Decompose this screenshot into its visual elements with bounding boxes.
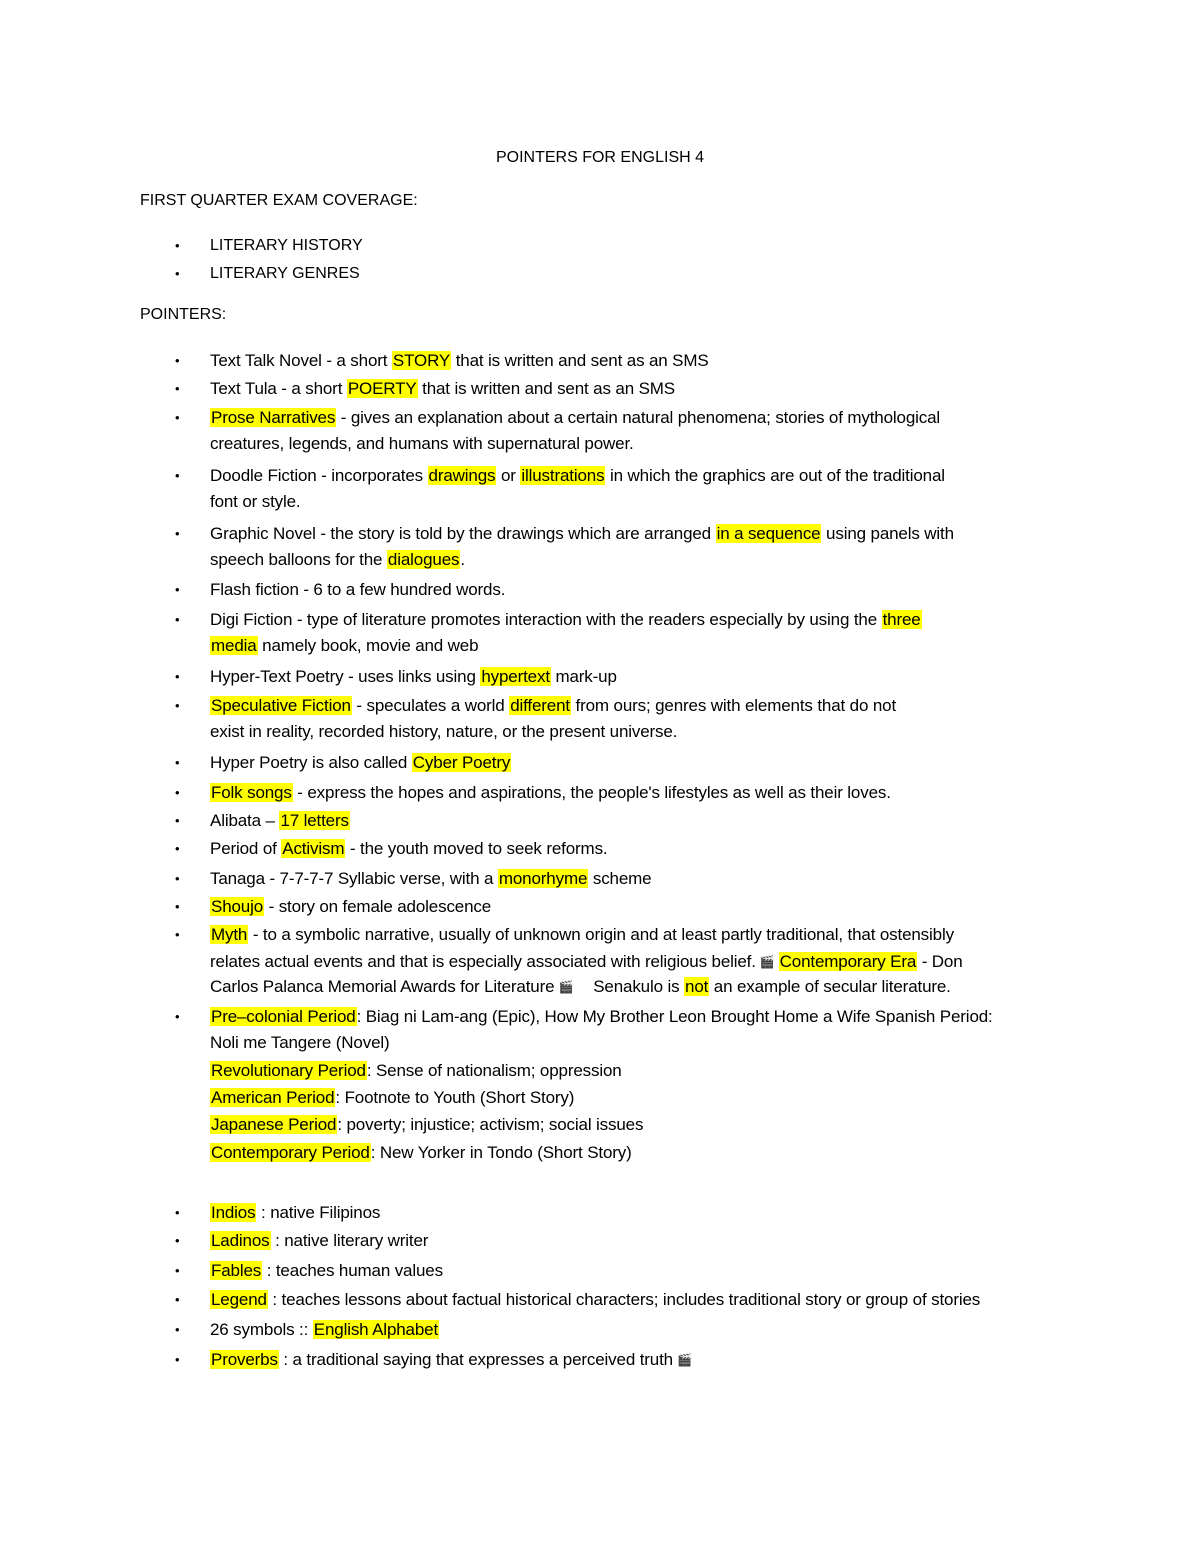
list-item: Shoujo - story on female adolescence bbox=[211, 897, 492, 916]
bullet: • bbox=[175, 1009, 180, 1024]
list-item-continuation: Revolutionary Period: Sense of nationalism; oppression bbox=[211, 1061, 622, 1080]
list-item: Text Tula - a short POERTY that is written and sent as an SMS bbox=[210, 379, 675, 398]
bullet: • bbox=[175, 1322, 180, 1337]
list-item: Flash fiction - 6 to a few hundred words. bbox=[210, 580, 506, 599]
highlight: Myth bbox=[211, 925, 248, 944]
list-item-continuation: relates actual events and that is especially associated with religious belief. 🎬 Contemporary Era - Don bbox=[210, 952, 963, 971]
bullet: • bbox=[175, 927, 180, 942]
coverage-item: LITERARY GENRES bbox=[210, 265, 360, 282]
list-item-continuation: Carlos Palanca Memorial Awards for Literature 🎬 Senakulo is not an example of secular literature. bbox=[210, 977, 951, 996]
coverage-heading: FIRST QUARTER EXAM COVERAGE: bbox=[140, 192, 418, 209]
highlight: illustrations bbox=[521, 466, 605, 485]
highlight: Cyber Poetry bbox=[412, 753, 511, 772]
bullet: • bbox=[175, 669, 180, 684]
bullet: • bbox=[175, 468, 180, 483]
bullet: • bbox=[175, 1263, 180, 1278]
bullet: • bbox=[175, 698, 180, 713]
list-item: Proverbs : a traditional saying that expresses a perceived truth 🎬 bbox=[211, 1350, 692, 1369]
list-item: Text Talk Novel - a short STORY that is written and sent as an SMS bbox=[210, 351, 709, 370]
highlight: Contemporary Era bbox=[779, 952, 917, 971]
list-item: Graphic Novel - the story is told by the drawings which are arranged in a sequence using panels with bbox=[210, 524, 954, 543]
document-title: POINTERS FOR ENGLISH 4 bbox=[495, 149, 705, 166]
highlight: 17 letters bbox=[280, 811, 349, 830]
list-item: Ladinos : native literary writer bbox=[211, 1231, 429, 1250]
list-item: Speculative Fiction - speculates a world different from ours; genres with elements that do not bbox=[211, 696, 897, 715]
pointers-heading: POINTERS: bbox=[140, 306, 227, 323]
list-item: Legend : teaches lessons about factual historical characters; includes traditional story or group of stories bbox=[211, 1290, 981, 1309]
list-item: Indios : native Filipinos bbox=[211, 1203, 381, 1222]
bullet: • bbox=[175, 1352, 180, 1367]
highlight: Prose Narratives bbox=[211, 408, 336, 427]
bullet: • bbox=[175, 266, 180, 281]
bullet: • bbox=[175, 238, 180, 253]
clapperboard-icon: 🎬 bbox=[558, 980, 574, 994]
highlight: different bbox=[510, 696, 570, 715]
bullet: • bbox=[175, 410, 180, 425]
list-item: 26 symbols :: English Alphabet bbox=[210, 1320, 439, 1339]
highlight: monorhyme bbox=[498, 869, 588, 888]
bullet: • bbox=[175, 813, 180, 828]
highlight: American Period bbox=[211, 1088, 335, 1107]
list-item: Doodle Fiction - incorporates drawings or illustrations in which the graphics are out of the traditional bbox=[210, 466, 945, 485]
list-item-continuation: creatures, legends, and humans with supernatural power. bbox=[210, 434, 634, 453]
highlight: in a sequence bbox=[716, 524, 821, 543]
list-item: Hyper Poetry is also called Cyber Poetry bbox=[210, 753, 511, 772]
list-item: Period of Activism - the youth moved to seek reforms. bbox=[210, 839, 608, 858]
bullet: • bbox=[175, 353, 180, 368]
bullet: • bbox=[175, 785, 180, 800]
clapperboard-icon: 🎬 bbox=[676, 1353, 692, 1367]
highlight: Revolutionary Period bbox=[211, 1061, 366, 1080]
highlight: Japanese Period bbox=[211, 1115, 337, 1134]
highlight: Proverbs bbox=[211, 1350, 278, 1369]
bullet: • bbox=[175, 899, 180, 914]
bullet: • bbox=[175, 1205, 180, 1220]
highlight: Contemporary Period bbox=[211, 1143, 370, 1162]
bullet: • bbox=[175, 612, 180, 627]
highlight: Ladinos bbox=[211, 1231, 270, 1250]
list-item-continuation: exist in reality, recorded history, nature, or the present universe. bbox=[210, 722, 678, 741]
list-item: Alibata – 17 letters bbox=[210, 811, 349, 830]
highlight: drawings bbox=[428, 466, 496, 485]
list-item-continuation: Japanese Period: poverty; injustice; activism; social issues bbox=[211, 1115, 644, 1134]
list-item: Digi Fiction - type of literature promotes interaction with the readers especially by using the three bbox=[210, 610, 921, 629]
bullet: • bbox=[175, 1292, 180, 1307]
list-item-continuation: Noli me Tangere (Novel) bbox=[210, 1033, 390, 1052]
bullet: • bbox=[175, 841, 180, 856]
highlight: Pre–colonial Period bbox=[211, 1007, 356, 1026]
list-item-continuation: media namely book, movie and web bbox=[211, 636, 479, 655]
bullet: • bbox=[175, 871, 180, 886]
highlight: Speculative Fiction bbox=[211, 696, 351, 715]
highlight: Legend bbox=[211, 1290, 267, 1309]
list-item: Tanaga - 7-7-7-7 Syllabic verse, with a monorhyme scheme bbox=[210, 869, 652, 888]
list-item-continuation: font or style. bbox=[210, 492, 301, 511]
bullet: • bbox=[175, 582, 180, 597]
list-item: Pre–colonial Period: Biag ni Lam-ang (Epic), How My Brother Leon Brought Home a Wife Spanish Period: bbox=[211, 1007, 993, 1026]
bullet: • bbox=[175, 526, 180, 541]
highlight: Fables bbox=[211, 1261, 262, 1280]
highlight: three bbox=[882, 610, 921, 629]
bullet: • bbox=[175, 1233, 180, 1248]
coverage-item: LITERARY HISTORY bbox=[210, 237, 363, 254]
highlight: media bbox=[211, 636, 257, 655]
list-item: Folk songs - express the hopes and aspirations, the people's lifestyles as well as their loves. bbox=[211, 783, 891, 802]
highlight: hypertext bbox=[481, 667, 550, 686]
bullet: • bbox=[175, 381, 180, 396]
bullet: • bbox=[175, 755, 180, 770]
clapperboard-icon: 🎬 bbox=[759, 955, 775, 969]
highlight: Activism bbox=[282, 839, 345, 858]
list-item-continuation: Contemporary Period: New Yorker in Tondo (Short Story) bbox=[211, 1143, 632, 1162]
list-item-continuation: speech balloons for the dialogues. bbox=[210, 550, 465, 569]
highlight: dialogues bbox=[387, 550, 460, 569]
list-item: Prose Narratives - gives an explanation about a certain natural phenomena; stories of mythological bbox=[211, 408, 941, 427]
highlight: POERTY bbox=[347, 379, 417, 398]
highlight: English Alphabet bbox=[313, 1320, 439, 1339]
list-item: Hyper-Text Poetry - uses links using hypertext mark-up bbox=[210, 667, 617, 686]
highlight: Shoujo bbox=[211, 897, 264, 916]
list-item-continuation: American Period: Footnote to Youth (Short Story) bbox=[211, 1088, 575, 1107]
highlight: STORY bbox=[392, 351, 451, 370]
highlight: Indios bbox=[211, 1203, 256, 1222]
highlight: not bbox=[685, 977, 709, 996]
list-item: Myth - to a symbolic narrative, usually of unknown origin and at least partly traditional, that ostensibly bbox=[211, 925, 954, 944]
list-item: Fables : teaches human values bbox=[211, 1261, 443, 1280]
highlight: Folk songs bbox=[211, 783, 292, 802]
